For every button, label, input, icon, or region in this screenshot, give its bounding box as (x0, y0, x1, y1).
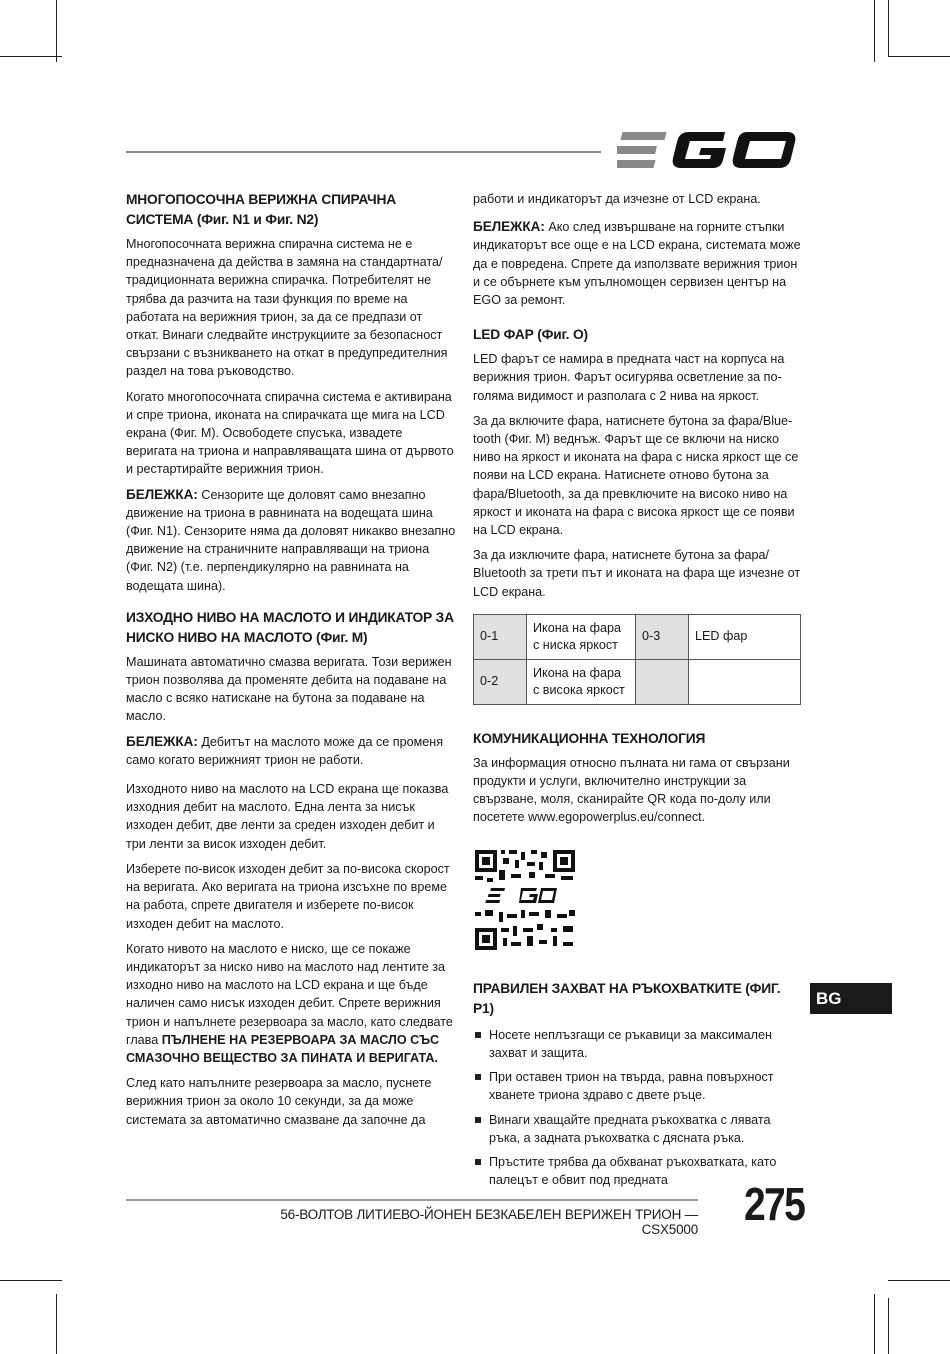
note (126, 733, 456, 769)
crop-mark (874, 1294, 875, 1354)
header-rule (126, 151, 601, 153)
crop-mark (874, 0, 875, 62)
note (473, 218, 803, 309)
paragraph: Многопосочната верижна спирачна система не е предназначена да действа в замяна на стандартната/ традиционната верижна спирачка. Потребителят не трябва да разчита на тази функция по време на работата на верижния трион, за да се предпази от откат. Винаги следвайте инструкциите за безопасност свързани с възникването на откат в предупредителния раздел на това ръководство. (126, 237, 448, 379)
list-item-text: При оставен трион на твърда, равна повърхност хванете триона здраво с двете ръце. (489, 1070, 774, 1103)
table-cell: 0-2 (474, 659, 527, 704)
footer-rule (126, 1199, 698, 1201)
paragraph: За да изключите фара, натиснете бутона за фара/ Bluetooth за трети път и иконата на фара ще изчезне от LCD екрана. (473, 548, 801, 599)
list-item (473, 1068, 803, 1104)
footer-product-title: 56-ВОЛТОВ ЛИТИЕВО-ЙОНЕН БЕЗКАБЕЛЕН ВЕРИЖЕН ТРИОН — CSX5000 (280, 1207, 698, 1237)
ego-logo (617, 130, 799, 170)
paragraph: Когато многопосочната спирачна система е активирана и спре триона, иконата на спирачката ще мига на LCD екрана (Фиг. M). Освободете спусъка, извадете веригата на триона и направляващата шина от дървото и рестартирайте верижния трион. (126, 389, 454, 477)
list-item (473, 1026, 803, 1062)
note (126, 486, 456, 595)
paragraph: Машината автоматично смазва веригата. Този верижен трион позволява да променяте дебита на подаване на масло с всяко натискане на бутона за подаване на масло. (126, 654, 452, 724)
paragraph: След като напълните резервоара за масло, пуснете верижния трион за около 10 секунди, за да може системата за автоматично смазване да започне да (126, 1076, 432, 1127)
note-label: БЕЛЕЖКА: (126, 733, 198, 749)
bullet-icon (475, 1117, 481, 1123)
table-cell: 0-1 (474, 614, 527, 659)
language-tab: BG (810, 983, 892, 1014)
paragraph (126, 940, 456, 1067)
paragraph-text: Когато нивото на маслото е ниско, ще се покаже индикаторът за ниско ниво на маслото над лентите за изходно ниво на маслото на LCD екрана и ще бъде наличен само нисък изходен дебит. Спрете верижния трион и напълнете резервоара за масло, като следвате глава (126, 941, 453, 1047)
note-text: Ако след извършване на горните стъпки индикаторът все още е на LCD екрана, системата може да е повредена. Спрете да използвате верижния трион и се обърнете към упълномощен сервизен център на EGO за ремонт. (473, 220, 801, 308)
section-title-brake: МНОГОПОСОЧНА ВЕРИЖНА СПИРАЧНА СИСТЕМА (Фиг. N1 и Фиг. N2) (126, 192, 397, 227)
crop-mark (0, 56, 62, 57)
crop-mark (56, 1294, 57, 1354)
crop-mark (0, 1280, 62, 1281)
note-text: Сензорите ще доловят само внезапно движение на триона в равнината на водещата шина (Фиг. N1). Сензорите няма да доловят никакво внезапно движение на страничните направляващи на триона (Фиг. N2) (т.е. перпендикулярно на равнината на водещата шина). (126, 487, 456, 593)
table-row (474, 614, 801, 659)
table-cell: LED фар (689, 614, 801, 659)
paragraph: За информация относно пълната ни гама от свързани продукти и услуги, включително инструкции за свързване, моля, сканирайте QR кода по-долу или посетете www.egopowerplus.eu/connect. (473, 755, 790, 825)
section-title-communication: КОМУНИКАЦИОННА ТЕХНОЛОГИЯ (473, 730, 706, 746)
qr-code-icon[interactable] (473, 848, 577, 952)
note-label: БЕЛЕЖКА: (473, 219, 545, 235)
section-title-oil: ИЗХОДНО НИВО НА МАСЛОТО И ИНДИКАТОР ЗА НИСКО НИВО НА МАСЛОТО (Фиг. M) (126, 609, 454, 645)
table-cell: Икона на фара с висока яркост (527, 659, 636, 704)
table-cell: Икона на фара с ниска яркост (527, 614, 636, 659)
bullet-icon (475, 1074, 481, 1080)
list-item-text: Винаги хващайте предната ръкохватка с лявата ръка, а задната ръкохватка с дясната ръка. (489, 1112, 771, 1145)
chapter-reference: ПЪЛНЕНЕ НА РЕЗЕРВОАРА ЗА МАСЛО СЪС СМАЗОЧНО ВЕЩЕСТВО ЗА ПИНАТА И ВЕРИГАТА. (126, 1032, 440, 1065)
led-legend-table (473, 614, 801, 705)
note-label: БЕЛЕЖКА: (126, 486, 198, 502)
section-title-led: LED ФАР (Фиг. O) (473, 327, 588, 343)
crop-mark (888, 1298, 889, 1354)
paragraph: Изходното ниво на маслото на LCD екрана ще показва изходния дебит на маслото. Една лента за нисък изходен дебит, две ленти за среден изходен дебит и три ленти за висок изходен дебит. (126, 782, 449, 851)
table-cell-empty (636, 659, 689, 704)
grip-list (473, 1026, 803, 1190)
table-cell: 0-3 (636, 614, 689, 659)
table-row (474, 659, 801, 704)
note-text: Дебитът на маслото може да се променя само когато верижният трион не работи. (126, 734, 444, 767)
paragraph: работи и индикаторът да изчезне от LCD екрана. (473, 192, 761, 206)
right-column (473, 190, 803, 1196)
table-cell-empty (689, 659, 801, 704)
left-column (126, 190, 456, 1136)
list-item-text: Носете неплъзгащи се ръкавици за максимален захват и защита. (489, 1027, 772, 1061)
crop-mark (888, 0, 889, 56)
crop-mark (888, 56, 950, 57)
crop-mark (56, 0, 57, 62)
section-title-grip: ПРАВИЛЕН ЗАХВАТ НА РЪКОХВАТКИТЕ (ФИГ. P1) (473, 980, 781, 1016)
page-number: 275 (744, 1178, 805, 1230)
paragraph: LED фарът се намира в предната част на корпуса на верижния трион. Фарът осигурява осветление за по-голяма видимост и разполага с 2 нива на яркост. (473, 352, 785, 403)
list-item-text: Пръстите трябва да обхванат ръкохватката, като палецът е обвит под предната (489, 1155, 777, 1188)
list-item (473, 1111, 803, 1147)
paragraph: За да включите фара, натиснете бутона за фара/Blue-tooth (Фиг. M) веднъж. Фарът ще се включи на ниско ниво на яркост и иконата на фара с ниска яркост ще се появи на LCD екрана. Натиснете отново бутона за фара/Bluetooth, за да превключите на високо ниво на яркост и иконата на фара с висока яркост ще се появи на LCD екрана. (473, 413, 799, 538)
bullet-icon (475, 1032, 481, 1038)
paragraph: Изберете по-висок изходен дебит за по-висока скорост на веригата. Ако веригата на триона изсъхне по време на работа, спрете двигателя и изберете по-висок изходен дебит на маслото. (126, 861, 450, 931)
bullet-icon (475, 1159, 481, 1165)
crop-mark (888, 1280, 950, 1281)
